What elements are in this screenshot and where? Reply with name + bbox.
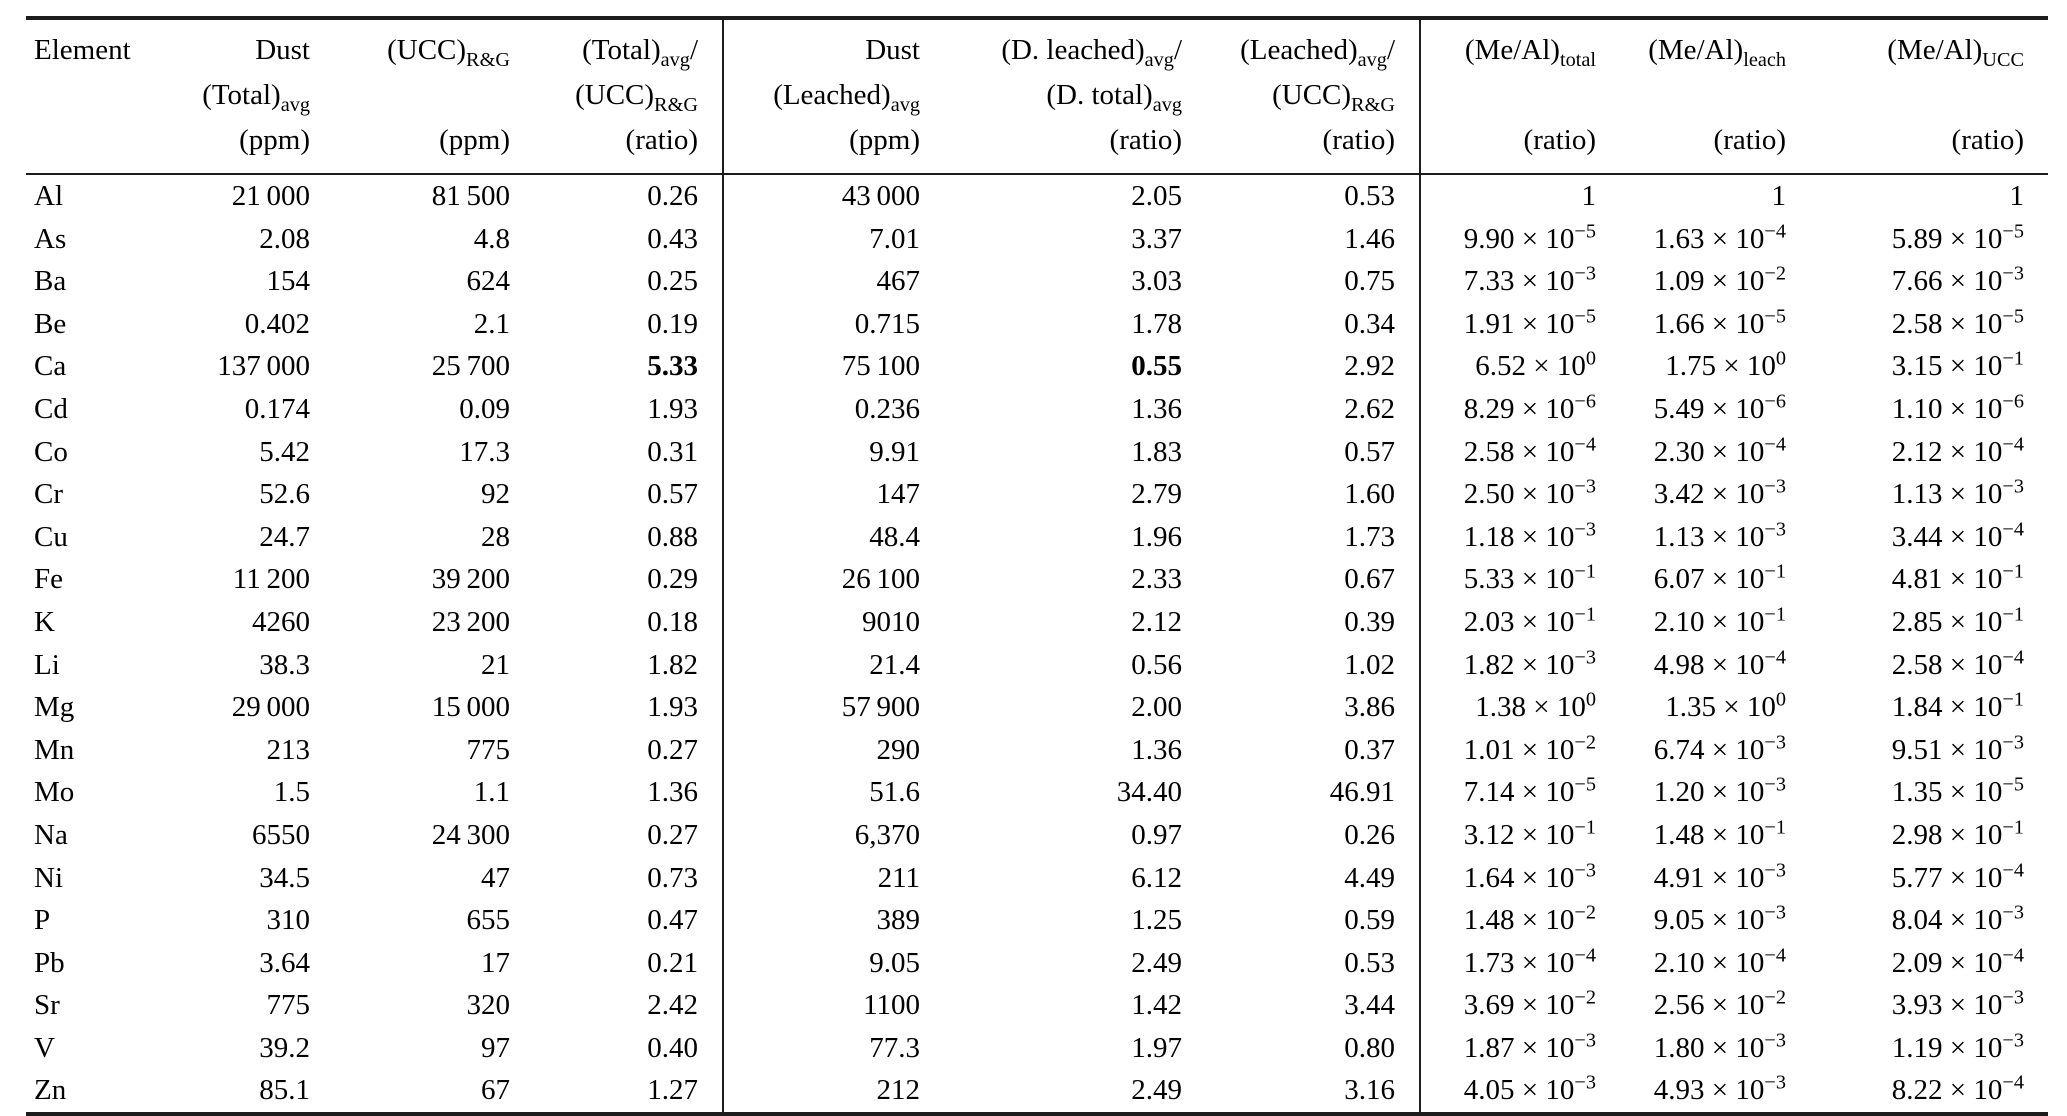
value-cell: 0.27	[647, 733, 698, 766]
column-header-line: (ppm)	[849, 124, 920, 156]
value-cell: 290	[723, 729, 944, 772]
value-cell: $2.09 \times 10^{-4}$	[1891, 944, 2024, 979]
value-cell: $1.73 \times 10^{-4}$	[1420, 942, 1620, 985]
value-cell: 0.57	[647, 478, 698, 511]
value-cell: 2.49	[1131, 1074, 1182, 1107]
value-cell: 3.16	[1344, 1074, 1395, 1107]
value-cell: 0.34	[1344, 307, 1395, 340]
value-cell: 4260	[252, 605, 310, 638]
elements-table	[26, 16, 2048, 1116]
value-cell: $9.05 \times 10^{-3}$	[1653, 901, 1786, 937]
column-header-line: Element	[34, 34, 131, 66]
table-row	[26, 601, 2048, 644]
table-row	[26, 473, 2048, 516]
value-cell: 6.12	[1131, 861, 1182, 894]
value-cell: 39 200	[431, 563, 510, 596]
element-cell: V	[34, 1031, 55, 1064]
column-header-line: (ratio)	[1109, 124, 1182, 156]
value-cell: 2.49	[1131, 946, 1182, 979]
value-cell: $1.09 \times 10^{-2}$	[1653, 262, 1786, 298]
value-cell: $5.77 \times 10^{-4}$	[1891, 858, 2024, 894]
column-header-line: (D. $leached)_{avg}/$	[1001, 34, 1182, 71]
table-row	[26, 303, 2048, 346]
value-cell: 1.93	[647, 392, 698, 425]
value-cell: 2.12	[1131, 605, 1182, 638]
value-cell: 11 200	[232, 563, 310, 596]
value-cell: 0.18	[647, 605, 698, 638]
value-cell: 3.64	[259, 946, 310, 979]
element-cell: Al	[34, 180, 63, 212]
value-cell: 21	[481, 648, 510, 681]
value-cell: 7.01	[723, 218, 944, 261]
table-row	[26, 942, 2048, 985]
value-cell: 1	[2009, 180, 2024, 212]
column-header-line: (ratio)	[1951, 124, 2024, 156]
value-cell: 0.29	[647, 563, 698, 596]
value-cell: $2.98 \times 10^{-1}$	[1891, 816, 2024, 851]
element-cell: Cr	[34, 478, 63, 511]
value-cell: $1.64 \times 10^{-3}$	[1420, 857, 1620, 900]
value-cell: 28	[481, 520, 510, 553]
value-cell: $9.90 \times 10^{-5}$	[1420, 218, 1620, 261]
value-cell: $7.14 \times 10^{-5}$	[1420, 771, 1620, 814]
value-cell: $4.98 \times 10^{-4}$	[1653, 645, 1786, 681]
value-cell: 0.31	[647, 435, 698, 468]
element-cell: Li	[34, 648, 60, 681]
value-cell: $1.66 \times 10^{-5}$	[1653, 305, 1786, 340]
element-cell: Cu	[34, 520, 68, 553]
column-header	[1810, 18, 2048, 174]
column-header-line: $(Leached)_{avg}/$	[1240, 34, 1395, 71]
value-cell: 0.97	[1131, 818, 1182, 851]
value-cell: $1.91 \times 10^{-5}$	[1420, 303, 1620, 346]
value-cell: 9.05	[723, 942, 944, 985]
element-cell: Na	[34, 818, 68, 851]
value-cell: $2.12 \times 10^{-4}$	[1891, 432, 2024, 468]
table-row	[26, 729, 2048, 772]
value-cell: 4.49	[1344, 861, 1395, 894]
value-cell: 0.57	[1344, 435, 1395, 468]
value-cell: 0.59	[1344, 904, 1395, 937]
value-cell: 1.73	[1344, 520, 1395, 553]
column-header-line	[1810, 73, 2024, 118]
value-cell: 655	[466, 904, 510, 937]
value-cell: 1.02	[1344, 648, 1395, 681]
value-cell: 1.36	[1131, 733, 1182, 766]
value-cell: $3.42 \times 10^{-3}$	[1653, 475, 1786, 511]
column-header-line: Dust	[865, 34, 920, 66]
value-cell: 1.36	[647, 776, 698, 809]
value-cell: $6.74 \times 10^{-3}$	[1653, 731, 1786, 766]
value-cell: $1.82 \times 10^{-3}$	[1420, 644, 1620, 687]
value-cell: 43 000	[723, 174, 944, 218]
value-cell: 1.97	[1131, 1031, 1182, 1064]
value-cell: $2.10 \times 10^{-4}$	[1653, 944, 1786, 979]
value-cell: 4.8	[473, 222, 510, 255]
column-header-line: $(Me/Al)_{UCC}$	[1887, 34, 2024, 71]
value-cell: 213	[266, 733, 310, 766]
value-cell: 0.715	[723, 303, 944, 346]
element-cell: Ca	[34, 350, 67, 383]
column-header	[1420, 18, 1620, 174]
element-cell: Cd	[34, 392, 68, 425]
value-cell: 0.80	[1344, 1031, 1395, 1064]
value-cell: 0.39	[1344, 605, 1395, 638]
value-cell: 0.236	[723, 388, 944, 431]
table-row	[26, 984, 2048, 1027]
value-cell: $3.93 \times 10^{-3}$	[1891, 986, 2024, 1022]
column-header-line: (ratio)	[625, 124, 698, 156]
value-cell: $4.93 \times 10^{-3}$	[1653, 1071, 1786, 1107]
value-cell: 0.53	[1344, 946, 1395, 979]
value-cell: 1.1	[473, 776, 510, 809]
value-cell: $1.35 \times 10^0$	[1665, 688, 1786, 724]
value-cell: 67	[481, 1074, 510, 1107]
value-cell: $1.20 \times 10^{-3}$	[1653, 773, 1786, 809]
column-header	[26, 18, 131, 174]
column-header	[534, 18, 723, 174]
value-cell: 1.78	[1131, 307, 1182, 340]
value-cell: 17.3	[459, 435, 510, 468]
value-cell: $4.81 \times 10^{-1}$	[1891, 560, 2024, 596]
column-header	[334, 18, 534, 174]
value-cell: 6550	[252, 818, 310, 851]
value-cell: 23 200	[431, 605, 510, 638]
value-cell: 81 500	[431, 180, 510, 212]
value-cell: $4.05 \times 10^{-3}$	[1420, 1069, 1620, 1114]
value-cell: 1	[1771, 180, 1786, 212]
value-cell: $2.58 \times 10^{-4}$	[1891, 645, 2024, 681]
column-header-line: $(Total)_{avg}/$	[582, 34, 698, 71]
value-cell: $1.13 \times 10^{-3}$	[1653, 518, 1786, 553]
table-row	[26, 857, 2048, 900]
value-cell: 29 000	[231, 691, 310, 724]
value-cell: 34.5	[259, 861, 310, 894]
table-row	[26, 1069, 2048, 1114]
value-cell: 0.40	[647, 1031, 698, 1064]
value-cell: $8.29 \times 10^{-6}$	[1420, 388, 1620, 431]
value-cell: 2.62	[1344, 392, 1395, 425]
value-cell: 46.91	[1329, 776, 1395, 809]
value-cell: $8.04 \times 10^{-3}$	[1891, 901, 2024, 937]
value-cell: 624	[466, 265, 510, 298]
value-cell: 211	[723, 857, 944, 900]
value-cell: 2.00	[1131, 691, 1182, 724]
value-cell: $1.63 \times 10^{-4}$	[1653, 219, 1786, 255]
column-header-line: $(Total)_{avg}$	[202, 79, 310, 116]
table-row	[26, 686, 2048, 729]
value-cell: 0.67	[1344, 563, 1395, 596]
value-cell: 0.21	[647, 946, 698, 979]
value-cell: 0.56	[1131, 648, 1182, 681]
value-cell: $1.01 \times 10^{-2}$	[1420, 729, 1620, 772]
value-cell: 1	[1420, 174, 1620, 218]
element-cell: Pb	[34, 946, 65, 979]
table-row	[26, 516, 2048, 559]
value-cell: 3.44	[1344, 989, 1395, 1022]
value-cell: 39.2	[259, 1031, 310, 1064]
value-cell: 97	[481, 1031, 510, 1064]
value-cell: 775	[266, 989, 310, 1022]
value-cell: 0.402	[244, 307, 310, 340]
column-header	[1206, 18, 1420, 174]
column-header-line: (ratio)	[1713, 124, 1786, 156]
value-cell: 48.4	[723, 516, 944, 559]
value-cell: $1.19 \times 10^{-3}$	[1891, 1029, 2024, 1064]
value-cell: 26 100	[723, 558, 944, 601]
element-cell: Zn	[34, 1074, 67, 1107]
value-cell: 0.26	[647, 180, 698, 212]
value-cell: 1.27	[647, 1074, 698, 1107]
value-cell: 2.05	[1131, 180, 1182, 212]
value-cell: 85.1	[259, 1074, 310, 1107]
element-cell: Sr	[34, 989, 60, 1022]
value-cell: $2.50 \times 10^{-3}$	[1420, 473, 1620, 516]
value-cell: 1.82	[647, 648, 698, 681]
value-cell: 1.46	[1344, 222, 1395, 255]
table-row	[26, 174, 2048, 218]
value-cell: $8.22 \times 10^{-4}$	[1891, 1071, 2024, 1107]
table-row	[26, 644, 2048, 687]
value-cell: 389	[723, 899, 944, 942]
value-cell: 0.25	[647, 265, 698, 298]
value-cell: 92	[481, 478, 510, 511]
value-cell: 0.75	[1344, 265, 1395, 298]
value-cell: 21 000	[231, 180, 310, 212]
table-row	[26, 1027, 2048, 1070]
value-cell: 57 900	[723, 686, 944, 729]
element-cell: Fe	[34, 563, 63, 596]
value-cell: 2.33	[1131, 563, 1182, 596]
value-cell: 0.174	[244, 392, 310, 425]
value-cell: $2.56 \times 10^{-2}$	[1653, 986, 1786, 1022]
value-cell: 0.26	[1344, 818, 1395, 851]
value-cell: 320	[466, 989, 510, 1022]
value-cell: $1.87 \times 10^{-3}$	[1420, 1027, 1620, 1070]
column-header-line	[34, 73, 131, 118]
value-cell: 1100	[723, 984, 944, 1027]
value-cell: 51.6	[723, 771, 944, 814]
value-cell: $1.18 \times 10^{-3}$	[1420, 516, 1620, 559]
column-header-line: $(Me/Al)_{total}$	[1464, 34, 1596, 71]
value-cell: 15 000	[431, 691, 510, 724]
table-row	[26, 814, 2048, 857]
column-header	[131, 18, 334, 174]
value-cell: $1.48 \times 10^{-2}$	[1420, 899, 1620, 942]
value-cell: 2.92	[1344, 350, 1395, 383]
value-cell: 1.25	[1131, 904, 1182, 937]
value-cell: 5.42	[259, 435, 310, 468]
value-cell: 2.1	[473, 307, 510, 340]
value-cell: 1.42	[1131, 989, 1182, 1022]
element-cell: K	[34, 605, 55, 638]
value-cell: $1.80 \times 10^{-3}$	[1653, 1029, 1786, 1064]
column-header-line: Dust	[255, 34, 310, 66]
table-header	[26, 18, 2048, 174]
value-cell: $6.52 \times 10^0$	[1420, 345, 1620, 388]
value-cell: $3.12 \times 10^{-1}$	[1420, 814, 1620, 857]
value-cell: 0.19	[647, 307, 698, 340]
element-cell: Mn	[34, 733, 75, 766]
value-cell: $9.51 \times 10^{-3}$	[1891, 731, 2024, 766]
value-cell: $6.07 \times 10^{-1}$	[1653, 560, 1786, 596]
value-cell: $5.49 \times 10^{-6}$	[1653, 390, 1786, 425]
column-header-line: (ratio)	[1523, 124, 1596, 156]
value-cell: 9.91	[723, 431, 944, 474]
value-cell: $7.66 \times 10^{-3}$	[1891, 262, 2024, 298]
table-body	[26, 174, 2048, 1114]
element-cell: Co	[34, 435, 68, 468]
value-cell: 0.43	[647, 222, 698, 255]
value-cell: $5.33 \times 10^{-1}$	[1420, 558, 1620, 601]
table-row	[26, 260, 2048, 303]
column-header-line	[1620, 73, 1786, 118]
paper-table-region	[26, 16, 2048, 1116]
element-cell: Ni	[34, 861, 63, 894]
column-header	[1620, 18, 1810, 174]
value-cell: 775	[466, 733, 510, 766]
value-cell: 2.79	[1131, 478, 1182, 511]
value-cell: $1.48 \times 10^{-1}$	[1653, 816, 1786, 851]
table-row	[26, 218, 2048, 261]
column-header	[944, 18, 1206, 174]
value-cell: $2.03 \times 10^{-1}$	[1420, 601, 1620, 644]
value-cell: 1.83	[1131, 435, 1182, 468]
value-cell: 75 100	[723, 345, 944, 388]
element-cell: Ba	[34, 265, 67, 298]
column-header-line: $(UCC)_{R\&G}$	[575, 79, 698, 116]
element-cell: P	[34, 904, 51, 937]
value-cell: $4.91 \times 10^{-3}$	[1653, 858, 1786, 894]
value-cell: 2.08	[259, 222, 310, 255]
value-cell: $5.89 \times 10^{-5}$	[1891, 219, 2024, 255]
value-cell: 147	[723, 473, 944, 516]
value-cell: 1.60	[1344, 478, 1395, 511]
element-cell: As	[34, 222, 67, 255]
value-cell: 137 000	[217, 350, 310, 383]
element-cell: Mo	[34, 776, 75, 809]
table-row	[26, 431, 2048, 474]
value-cell: 154	[266, 265, 310, 298]
table-row	[26, 345, 2048, 388]
value-cell: $1.35 \times 10^{-5}$	[1891, 773, 2024, 809]
value-cell: 9010	[723, 601, 944, 644]
value-cell: 0.73	[647, 861, 698, 894]
column-header	[723, 18, 944, 174]
value-cell: 212	[723, 1069, 944, 1114]
value-cell: 3.37	[1131, 222, 1182, 255]
value-cell: 21.4	[723, 644, 944, 687]
element-cell: Mg	[34, 691, 75, 724]
column-header-line: $(Leached)_{avg}$	[773, 79, 920, 116]
value-cell: 17	[481, 946, 510, 979]
value-cell: $2.58 \times 10^{-5}$	[1891, 305, 2024, 340]
value-cell: 1.36	[1131, 392, 1182, 425]
value-cell: 310	[266, 904, 310, 937]
value-cell: $2.10 \times 10^{-1}$	[1653, 603, 1786, 638]
column-header-line	[1421, 73, 1596, 118]
value-cell: 2.42	[647, 989, 698, 1022]
value-cell: 47	[481, 861, 510, 894]
column-header-line: (ppm)	[439, 124, 510, 156]
value-cell: $2.85 \times 10^{-1}$	[1891, 603, 2024, 638]
value-cell: $1.10 \times 10^{-6}$	[1891, 390, 2024, 425]
value-cell: 38.3	[259, 648, 310, 681]
value-cell: 0.53	[1344, 180, 1395, 212]
value-cell: $7.33 \times 10^{-3}$	[1420, 260, 1620, 303]
value-cell: 0.37	[1344, 733, 1395, 766]
value-cell: 0.55	[1131, 350, 1182, 383]
value-cell: $1.75 \times 10^0$	[1665, 347, 1786, 383]
value-cell: $1.84 \times 10^{-1}$	[1891, 688, 2024, 724]
value-cell: $2.58 \times 10^{-4}$	[1420, 431, 1620, 474]
value-cell: 0.47	[647, 904, 698, 937]
value-cell: 0.88	[647, 520, 698, 553]
column-header-line: (ppm)	[239, 124, 310, 156]
value-cell: $2.30 \times 10^{-4}$	[1653, 432, 1786, 468]
value-cell: $3.69 \times 10^{-2}$	[1420, 984, 1620, 1027]
column-header-line: $(UCC)_{R\&G}$	[1272, 79, 1395, 116]
column-header-line: (ratio)	[1322, 124, 1395, 156]
header-row	[26, 18, 2048, 174]
column-header-line: $(Me/Al)_{leach}$	[1648, 34, 1786, 71]
value-cell: 77.3	[723, 1027, 944, 1070]
element-cell: Be	[34, 307, 67, 340]
column-header-line	[34, 118, 131, 163]
table-row	[26, 771, 2048, 814]
value-cell: 34.40	[1116, 776, 1182, 809]
table-row	[26, 388, 2048, 431]
value-cell: 467	[723, 260, 944, 303]
value-cell: 52.6	[259, 478, 310, 511]
table-row	[26, 558, 2048, 601]
value-cell: $1.38 \times 10^0$	[1420, 686, 1620, 729]
value-cell: 3.86	[1344, 691, 1395, 724]
value-cell: 24 300	[431, 818, 510, 851]
value-cell: 0.27	[647, 818, 698, 851]
value-cell: 6,370	[723, 814, 944, 857]
table-row	[26, 899, 2048, 942]
value-cell: 5.33	[647, 350, 698, 383]
column-header-line	[334, 73, 510, 118]
value-cell: $3.15 \times 10^{-1}$	[1891, 347, 2024, 383]
column-header-line: $(UCC)_{R\&G}$	[387, 34, 510, 71]
column-header-line: (D. $total)_{avg}$	[1046, 79, 1182, 116]
value-cell: 25 700	[431, 350, 510, 383]
value-cell: $3.44 \times 10^{-4}$	[1891, 518, 2024, 553]
value-cell: 0.09	[459, 392, 510, 425]
value-cell: 24.7	[259, 520, 310, 553]
value-cell: 1.5	[273, 776, 310, 809]
value-cell: $1.13 \times 10^{-3}$	[1891, 475, 2024, 511]
value-cell: 1.96	[1131, 520, 1182, 553]
value-cell: 3.03	[1131, 265, 1182, 298]
value-cell: 1.93	[647, 691, 698, 724]
